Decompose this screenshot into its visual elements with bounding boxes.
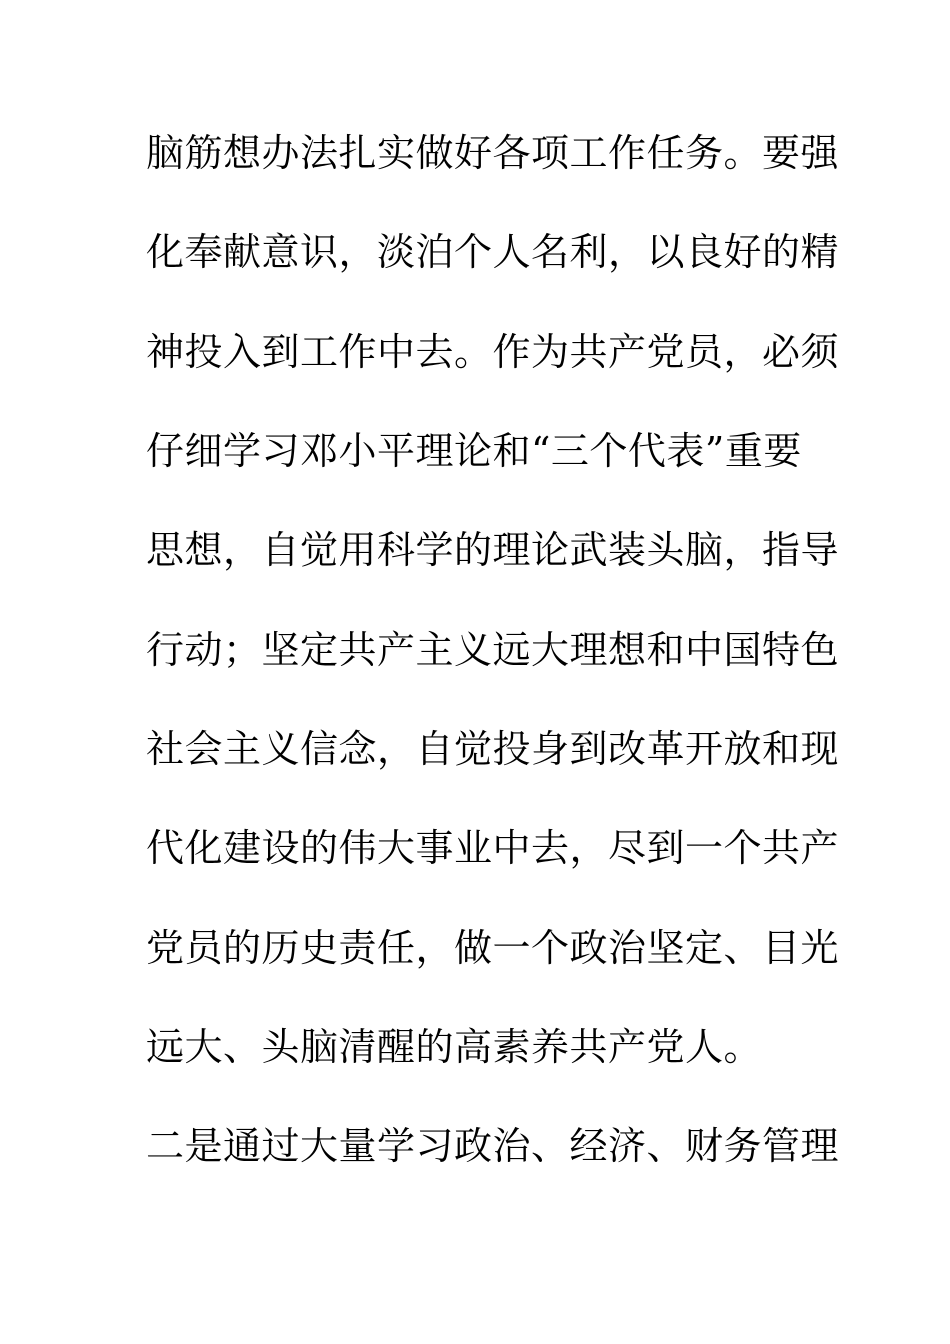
- paragraph-1-line-6: 行动；坚定共产主义远大理想和中国特色: [146, 628, 840, 672]
- paragraph-1-line-1: 脑筋想办法扎实做好各项工作任务。要强: [146, 131, 840, 175]
- paragraph-1-line-5: 思想，自觉用科学的理论武装头脑，指导: [146, 528, 840, 572]
- paragraph-1-line-8: 代化建设的伟大事业中去，尽到一个共产: [146, 826, 840, 870]
- paragraph-1-line-3: 神投入到工作中去。作为共产党员，必须: [146, 330, 840, 374]
- paragraph-1-line-9: 党员的历史责任，做一个政治坚定、目光: [146, 926, 840, 970]
- paragraph-1-line-7: 社会主义信念，自觉投身到改革开放和现: [146, 727, 840, 771]
- paragraph-1-line-2: 化奉献意识，淡泊个人名利，以良好的精: [146, 230, 840, 274]
- paragraph-1-line-10: 远大、头脑清醒的高素养共产党人。: [146, 1025, 763, 1069]
- paragraph-1-line-4: 仔细学习邓小平理论和“三个代表”重要: [146, 429, 802, 473]
- paragraph-2-line-1: 二是通过大量学习政治、经济、财务管理: [146, 1124, 840, 1168]
